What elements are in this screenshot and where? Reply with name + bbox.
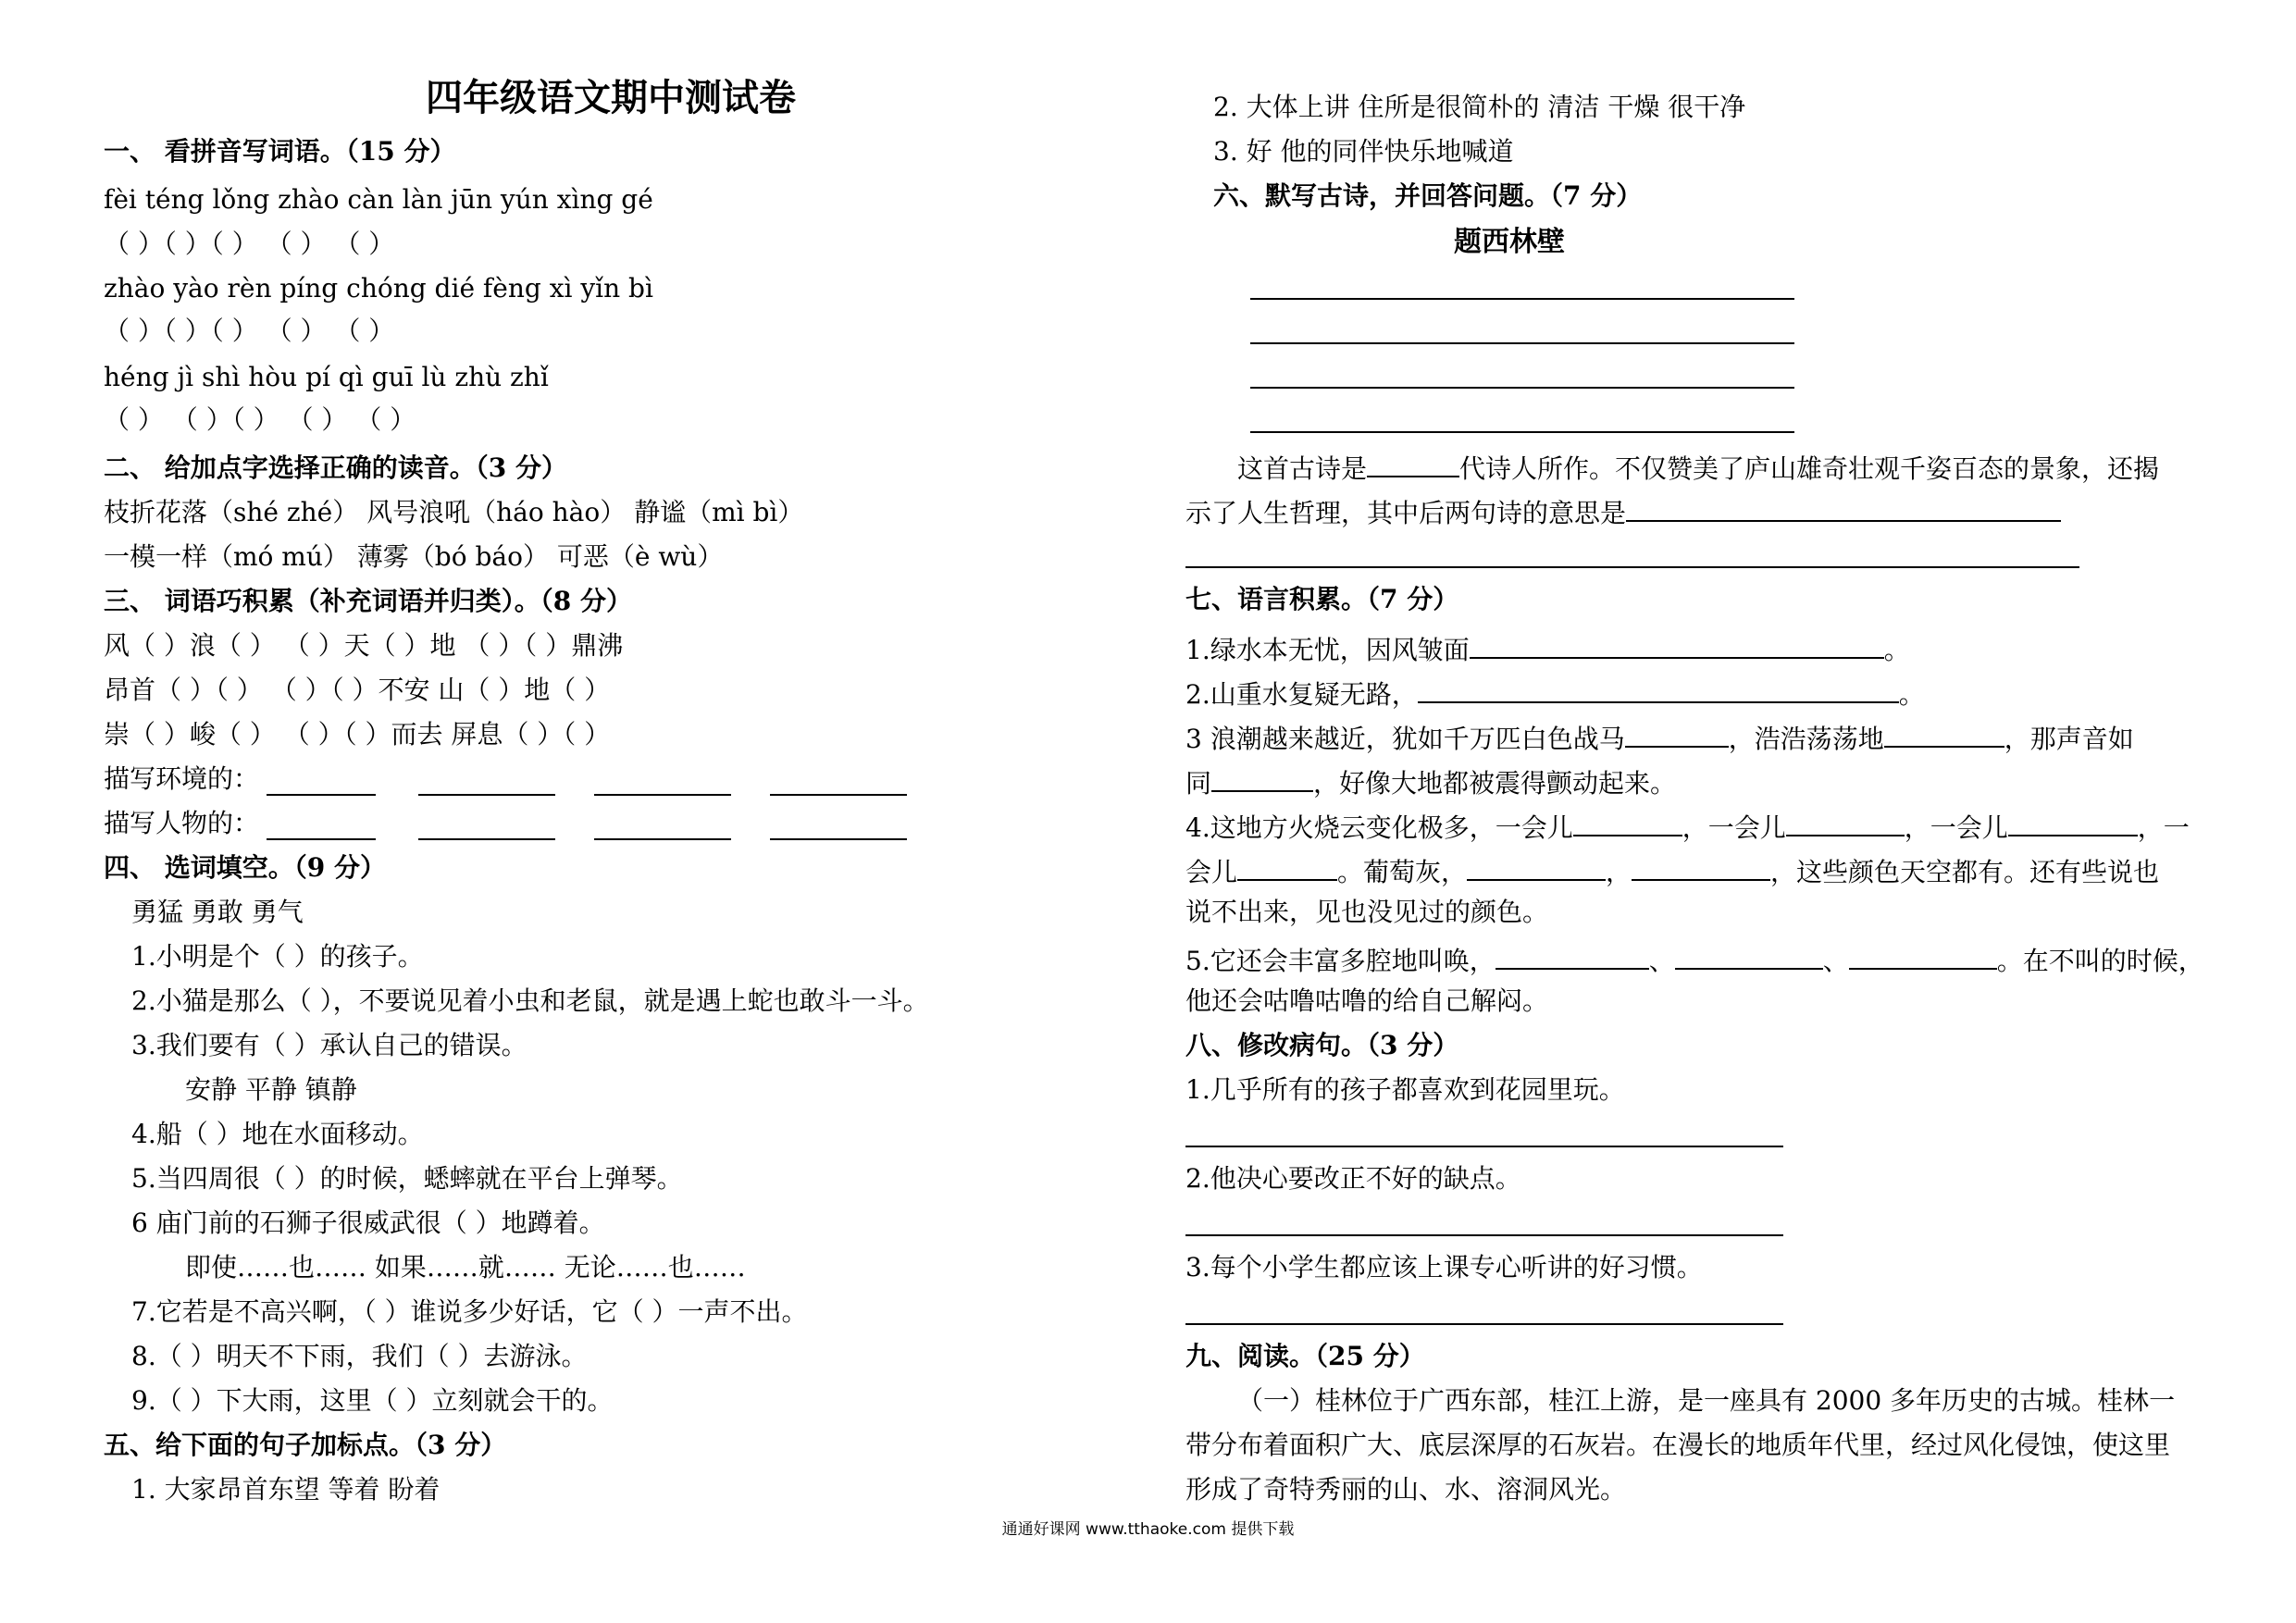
- text: 代诗人所作。不仅赞美了庐山雄奇壮观千姿百态的景象，还揭: [1459, 453, 2160, 484]
- text: ，浩浩荡荡地: [1728, 724, 1884, 754]
- answer-line: [418, 838, 555, 840]
- text: 同: [1185, 768, 1212, 799]
- answer-blank: [1496, 940, 1649, 970]
- question-7-5-cont: 他还会咕噜咕噜的给自己解闷。: [1185, 985, 1549, 1016]
- reading-line-2: 带分布着面积广大、底层深厚的石灰岩。在漫长的地质年代里，经过风化侵蚀，使这里: [1185, 1430, 2171, 1460]
- text: ，这些颜色天空都有。还有些说也: [1770, 857, 2160, 887]
- text: 示了人生哲理，其中后两句诗的意思是: [1185, 498, 1627, 528]
- text: 。葡萄灰，: [1337, 857, 1468, 887]
- answer-blank: [1786, 807, 1905, 836]
- question-8-3: 3.每个小学生都应该上课专心听讲的好习惯。: [1185, 1252, 1703, 1282]
- answer-line: [594, 794, 731, 796]
- section-3-line-2: 昂首（ ）（ ） （ ）（ ）不安 山（ ）地（ ）: [104, 675, 611, 705]
- section-2-heading: 二、 给加点字选择正确的读音。（3 分）: [104, 452, 567, 483]
- question-7-4-end: 说不出来，见也没见过的颜色。: [1185, 897, 1549, 927]
- answer-blank: [1626, 492, 2061, 522]
- question-7-1: [1185, 629, 1910, 667]
- question-7-4: [1185, 807, 2190, 845]
- section-6-paragraph-1: [1237, 448, 2159, 486]
- answer-blank: [1470, 629, 1884, 659]
- footer-credit: 通通好课网 www.tthaoke.com 提供下载: [1001, 1520, 1295, 1539]
- text: ，: [1606, 857, 1632, 887]
- answer-line: [1185, 1234, 1783, 1236]
- text: 。在不叫的时候，: [1996, 946, 2204, 976]
- poem-line: [1250, 298, 1794, 300]
- pinyin-row-3: héng jì shì hòu pí qì guī lù zhù zhǐ: [104, 362, 549, 392]
- poem-line: [1250, 431, 1794, 433]
- answer-blank: [1467, 851, 1606, 881]
- section-5-heading: 五、给下面的句子加标点。（3 分）: [104, 1430, 507, 1460]
- bracket-row-1: （ ）（ ）（ ） （ ） （ ）: [104, 229, 395, 259]
- poem-title: 题西林壁: [1454, 226, 1565, 258]
- text: 4.这地方火烧云变化极多，一会儿: [1185, 812, 1573, 843]
- question-5-3: 3. 好 他的同伴快乐地喊道: [1213, 136, 1514, 167]
- section-7-heading: 七、语言积累。（7 分）: [1185, 584, 1459, 614]
- section-9-heading: 九、阅读。（25 分）: [1185, 1341, 1425, 1371]
- text: ，好像大地都被震得颤动起来。: [1313, 768, 1677, 799]
- question-4-6: 6 庙门前的石狮子很威武很（ ）地蹲着。: [131, 1208, 605, 1238]
- question-7-4-cont: [1185, 851, 2159, 889]
- question-4-1: 1.小明是个（ ）的孩子。: [131, 941, 424, 972]
- question-7-2: [1185, 674, 1925, 712]
- section-4-heading: 四、 选词填空。（9 分）: [104, 852, 386, 883]
- question-7-3: [1185, 718, 2134, 756]
- answer-line: [594, 838, 731, 840]
- poem-line: [1250, 342, 1794, 344]
- answer-line: [770, 838, 907, 840]
- text: 、: [1822, 946, 1849, 976]
- question-5-2: 2. 大体上讲 住所是很简朴的 清洁 干燥 很干净: [1213, 92, 1746, 122]
- poem-line: [1250, 387, 1794, 389]
- answer-line: [267, 794, 376, 796]
- answer-line: [267, 838, 376, 840]
- page-title: 四年级语文期中测试卷: [426, 76, 796, 119]
- answer-blank: [2008, 807, 2138, 836]
- answer-blank: [1418, 674, 1899, 703]
- question-7-3-cont: [1185, 762, 1676, 800]
- question-8-2: 2.他决心要改正不好的缺点。: [1185, 1163, 1521, 1194]
- text: 1.绿水本无忧，因风皱面: [1185, 635, 1470, 665]
- answer-blank: [1625, 718, 1729, 748]
- text: 会儿: [1185, 857, 1238, 887]
- answer-blank: [1632, 851, 1770, 881]
- section-6-heading: 六、默写古诗，并回答问题。（7 分）: [1213, 180, 1643, 211]
- answer-blank: [1211, 762, 1313, 792]
- question-4-2: 2.小猫是那么（ ），不要说见着小虫和老鼠，就是遇上蛇也敢斗一斗。: [131, 985, 929, 1016]
- question-4-9: 9.（ ）下大雨，这里（ ）立刻就会干的。: [131, 1385, 614, 1416]
- answer-line: [1185, 566, 2079, 568]
- pinyin-row-1: fèi téng lǒng zhào càn làn jūn yún xìng gé: [104, 184, 653, 215]
- describe-environment-label: 描写环境的：: [104, 763, 260, 794]
- word-choices-3: 即使……也…… 如果……就…… 无论……也……: [185, 1252, 746, 1282]
- question-4-8: 8.（ ）明天不下雨，我们（ ）去游泳。: [131, 1341, 588, 1371]
- answer-blank: [1884, 718, 2004, 748]
- question-4-4: 4.船（ ）地在水面移动。: [131, 1119, 424, 1149]
- text: 5.它还会丰富多腔地叫唤，: [1185, 946, 1496, 976]
- text: 2.山重水复疑无路，: [1185, 679, 1418, 710]
- question-8-1: 1.几乎所有的孩子都喜欢到花园里玩。: [1185, 1074, 1625, 1105]
- section-1-heading: 一、 看拼音写词语。（15 分）: [104, 136, 456, 167]
- section-3-line-3: 崇（ ）峻（ ） （ ）（ ）而去 屏息（ ）（ ）: [104, 719, 611, 750]
- answer-blank: [1573, 807, 1682, 836]
- text: 这首古诗是: [1237, 453, 1368, 484]
- section-6-paragraph-2: [1185, 492, 2061, 530]
- bracket-row-2: （ ）（ ）（ ） （ ） （ ）: [104, 316, 395, 346]
- section-3-line-1: 风（ ）浪（ ） （ ）天（ ）地 （ ）（ ）鼎沸: [104, 630, 624, 661]
- answer-blank: [1237, 851, 1337, 881]
- answer-line: [770, 794, 907, 796]
- answer-line: [418, 794, 555, 796]
- question-4-3: 3.我们要有（ ）承认自己的错误。: [131, 1030, 527, 1060]
- question-4-7: 7.它若是不高兴啊，（ ）谁说多少好话，它（ ）一声不出。: [131, 1296, 808, 1327]
- section-2-line-2: 一模一样（mó mú） 薄雾（bó báo） 可恶（è wù）: [104, 541, 724, 572]
- word-choices-1: 勇猛 勇敢 勇气: [131, 897, 304, 927]
- text: 。: [1898, 679, 1925, 710]
- pinyin-row-2: zhào yào rèn píng chóng dié fèng xì yǐn bì: [104, 273, 653, 304]
- section-8-heading: 八、修改病句。（3 分）: [1185, 1030, 1459, 1060]
- answer-blank: [1367, 448, 1459, 477]
- answer-blank: [1675, 940, 1823, 970]
- text: 。: [1883, 635, 1910, 665]
- question-5-1: 1. 大家昂首东望 等着 盼着: [131, 1474, 441, 1505]
- word-choices-2: 安静 平静 镇静: [185, 1074, 357, 1105]
- text: ，一会儿: [1682, 812, 1786, 843]
- text: 3 浪潮越来越近，犹如千万匹白色战马: [1185, 724, 1625, 754]
- answer-blank: [1849, 940, 1997, 970]
- reading-line-1: （一）桂林位于广西东部，桂江上游，是一座具有 2000 多年历史的古城。桂林一: [1237, 1385, 2176, 1416]
- section-3-heading: 三、 词语巧积累（补充词语并归类）。（8 分）: [104, 586, 632, 616]
- reading-line-3: 形成了奇特秀丽的山、水、溶洞风光。: [1185, 1474, 1627, 1505]
- bracket-row-3: （ ） （ ）（ ） （ ） （ ）: [104, 404, 416, 435]
- describe-people-label: 描写人物的：: [104, 808, 260, 838]
- section-2-line-1: 枝折花落（shé zhé） 风号浪吼（háo hào） 静谧（mì bì）: [104, 497, 804, 527]
- answer-line: [1185, 1146, 1783, 1147]
- text: ，一: [2137, 812, 2190, 843]
- answer-line: [1185, 1323, 1783, 1325]
- question-7-5: [1185, 940, 2204, 978]
- text: ，一会儿: [1904, 812, 2008, 843]
- question-4-5: 5.当四周很（ ）的时候，蟋蟀就在平台上弹琴。: [131, 1163, 683, 1194]
- text: ，那声音如: [2004, 724, 2134, 754]
- text: 、: [1648, 946, 1675, 976]
